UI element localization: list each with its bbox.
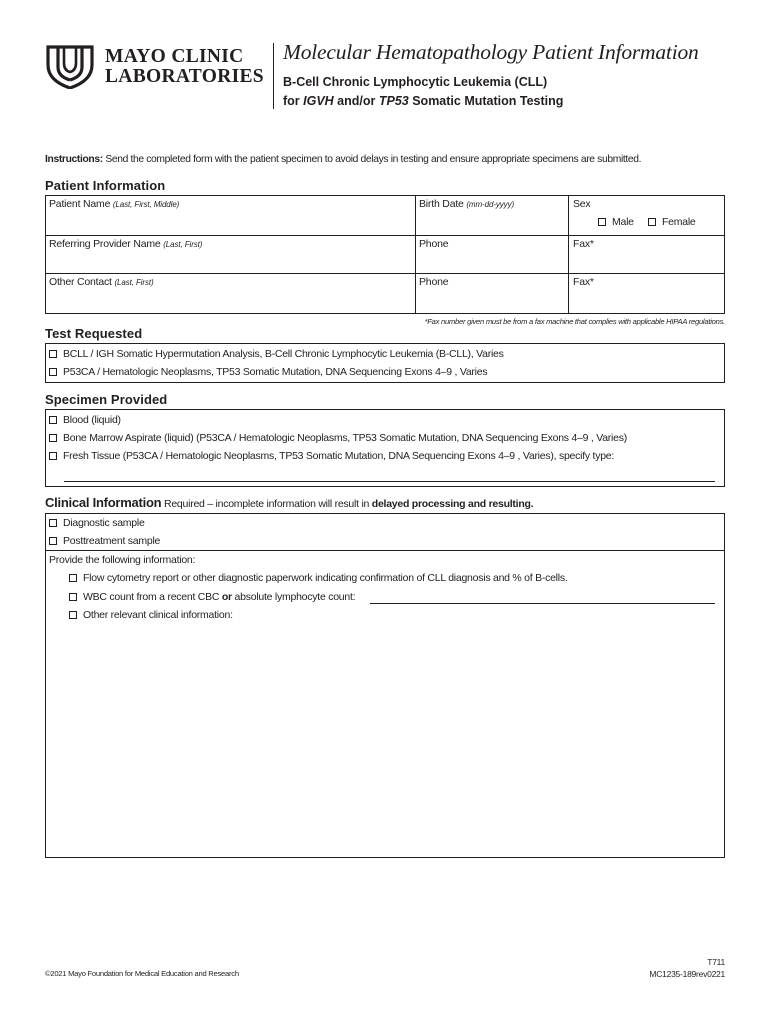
fax-2-field[interactable] — [573, 276, 721, 311]
male-label: Male — [612, 216, 634, 228]
sex-label: Sex — [573, 198, 591, 210]
flow-cytometry-checkbox[interactable] — [69, 574, 77, 582]
logo-line1: MAYO CLINIC — [105, 46, 244, 67]
logo-line2: LABORATORIES — [105, 66, 264, 87]
posttreatment-sample-checkbox[interactable] — [49, 537, 57, 545]
other-clinical-label: Other relevant clinical information: — [83, 609, 233, 621]
subtitle-tp53: TP53 — [378, 94, 409, 108]
test-p53ca-label: P53CA / Hematologic Neoplasms, TP53 Somatic Mutation, DNA Sequencing Exons 4–9 , Varies — [63, 366, 488, 378]
subtitle-line2 — [283, 94, 563, 108]
wbc-count-checkbox[interactable] — [69, 593, 77, 601]
birth-date-hint: (mm-dd-yyyy) — [466, 200, 515, 209]
phone-2-field[interactable] — [419, 276, 564, 311]
instructions-label: Instructions: — [45, 154, 103, 165]
provide-label: Provide the following information: — [49, 554, 196, 566]
phone-2-label: Phone — [419, 276, 449, 288]
diagnostic-sample-checkbox[interactable] — [49, 519, 57, 527]
test-option-p53ca[interactable] — [49, 366, 487, 378]
referring-provider-hint: (Last, First) — [163, 240, 203, 249]
fax-note: *Fax number given must be from a fax machine that complies with applicable HIPAA regulations. — [424, 317, 725, 326]
subtitle-line1: B-Cell Chronic Lymphocytic Leukemia (CLL) — [283, 75, 548, 89]
form-code-t711: T711 — [707, 957, 725, 967]
mayo-logo — [44, 43, 274, 89]
patient-row-divider-2 — [45, 273, 725, 274]
subtitle-for: for — [283, 94, 304, 108]
flow-cytometry-option[interactable] — [69, 572, 568, 584]
wbc-post: absolute lymphocyte count: — [231, 591, 356, 603]
test-requested-heading: Test Requested — [45, 326, 143, 341]
other-contact-hint: (Last, First) — [114, 278, 154, 287]
referring-provider-field[interactable] — [49, 238, 411, 270]
mayo-shield-icon — [44, 43, 96, 89]
page-title: Molecular Hematopathology Patient Information — [283, 40, 699, 64]
flow-cytometry-label: Flow cytometry report or other diagnostic paperwork indicating confirmation of CLL diagnosis and % of B-cells. — [83, 572, 568, 584]
other-clinical-option[interactable] — [69, 609, 233, 621]
instructions — [45, 154, 641, 165]
specimen-blood-checkbox[interactable] — [49, 416, 57, 424]
form-code-mc: MC1235-189rev0221 — [649, 969, 725, 979]
clinical-heading: Clinical Information — [45, 495, 162, 510]
specimen-box — [45, 409, 725, 487]
copyright: ©2021 Mayo Foundation for Medical Education and Research — [45, 969, 239, 978]
specimen-option-fresh-tissue[interactable] — [49, 450, 614, 462]
specimen-type-line[interactable] — [64, 481, 715, 482]
wbc-count-line[interactable] — [370, 603, 715, 604]
sample-option-diagnostic[interactable] — [49, 517, 145, 529]
fax-field[interactable] — [573, 238, 721, 270]
patient-row-divider-1 — [45, 235, 725, 236]
test-bcll-label: BCLL / IGH Somatic Hypermutation Analysis, B-Cell Chronic Lymphocytic Leukemia (B-CLL), Varies — [63, 348, 504, 360]
patient-col-divider-2 — [568, 195, 569, 314]
header-divider — [273, 43, 274, 109]
specimen-option-blood[interactable] — [49, 414, 121, 426]
specimen-option-bone-marrow[interactable] — [49, 432, 627, 444]
specimen-bone-marrow-checkbox[interactable] — [49, 434, 57, 442]
specimen-heading: Specimen Provided — [45, 392, 168, 407]
test-bcll-checkbox[interactable] — [49, 350, 57, 358]
patient-info-heading: Patient Information — [45, 178, 166, 193]
birth-date-label: Birth Date — [419, 198, 464, 210]
fax-2-label: Fax* — [573, 276, 594, 288]
other-clinical-checkbox[interactable] — [69, 611, 77, 619]
test-option-bcll[interactable] — [49, 348, 504, 360]
patient-name-hint: (Last, First, Middle) — [112, 200, 180, 209]
specimen-blood-label: Blood (liquid) — [63, 414, 121, 426]
female-label: Female — [662, 216, 696, 228]
male-checkbox[interactable] — [598, 218, 606, 226]
diagnostic-sample-label: Diagnostic sample — [63, 517, 145, 529]
wbc-pre: WBC count from a recent CBC — [83, 591, 222, 603]
wbc-or: or — [221, 591, 232, 603]
phone-label: Phone — [419, 238, 449, 250]
specimen-fresh-tissue-checkbox[interactable] — [49, 452, 57, 460]
subtitle-rest: Somatic Mutation Testing — [408, 94, 564, 108]
instructions-text: Send the completed form with the patient specimen to avoid delays in testing and ensure appropriate specimens are submitted. — [102, 154, 642, 165]
test-p53ca-checkbox[interactable] — [49, 368, 57, 376]
wbc-count-option[interactable] — [69, 591, 355, 603]
female-checkbox[interactable] — [648, 218, 656, 226]
specimen-fresh-tissue-label: Fresh Tissue (P53CA / Hematologic Neoplasms, TP53 Somatic Mutation, DNA Sequencing Exons 4–9 , Varies), specify type: — [63, 450, 615, 462]
sex-female-option[interactable] — [648, 216, 696, 228]
subtitle-andor: and/or — [333, 94, 379, 108]
sex-male-option[interactable] — [598, 216, 634, 228]
clinical-heading-row — [45, 495, 533, 510]
patient-name-field[interactable] — [49, 198, 411, 232]
sample-option-posttreatment[interactable] — [49, 535, 160, 547]
other-contact-field[interactable] — [49, 276, 411, 311]
fax-label: Fax* — [573, 238, 594, 250]
phone-field[interactable] — [419, 238, 564, 270]
referring-provider-label: Referring Provider Name — [49, 238, 161, 250]
birth-date-field[interactable] — [419, 198, 564, 232]
patient-name-label: Patient Name — [49, 198, 111, 210]
other-contact-label: Other Contact — [49, 276, 112, 288]
clinical-required-bold: delayed processing and resulting. — [371, 498, 534, 510]
subtitle-igvh: IGVH — [303, 94, 334, 108]
specimen-bone-marrow-label: Bone Marrow Aspirate (liquid) (P53CA / Hematologic Neoplasms, TP53 Somatic Mutation, DNA Sequencing Exons 4–9 , Varies) — [63, 432, 627, 444]
patient-col-divider-1 — [415, 195, 416, 314]
clinical-required-text: Required – incomplete information will result in — [161, 498, 372, 510]
posttreatment-sample-label: Posttreatment sample — [63, 535, 161, 547]
